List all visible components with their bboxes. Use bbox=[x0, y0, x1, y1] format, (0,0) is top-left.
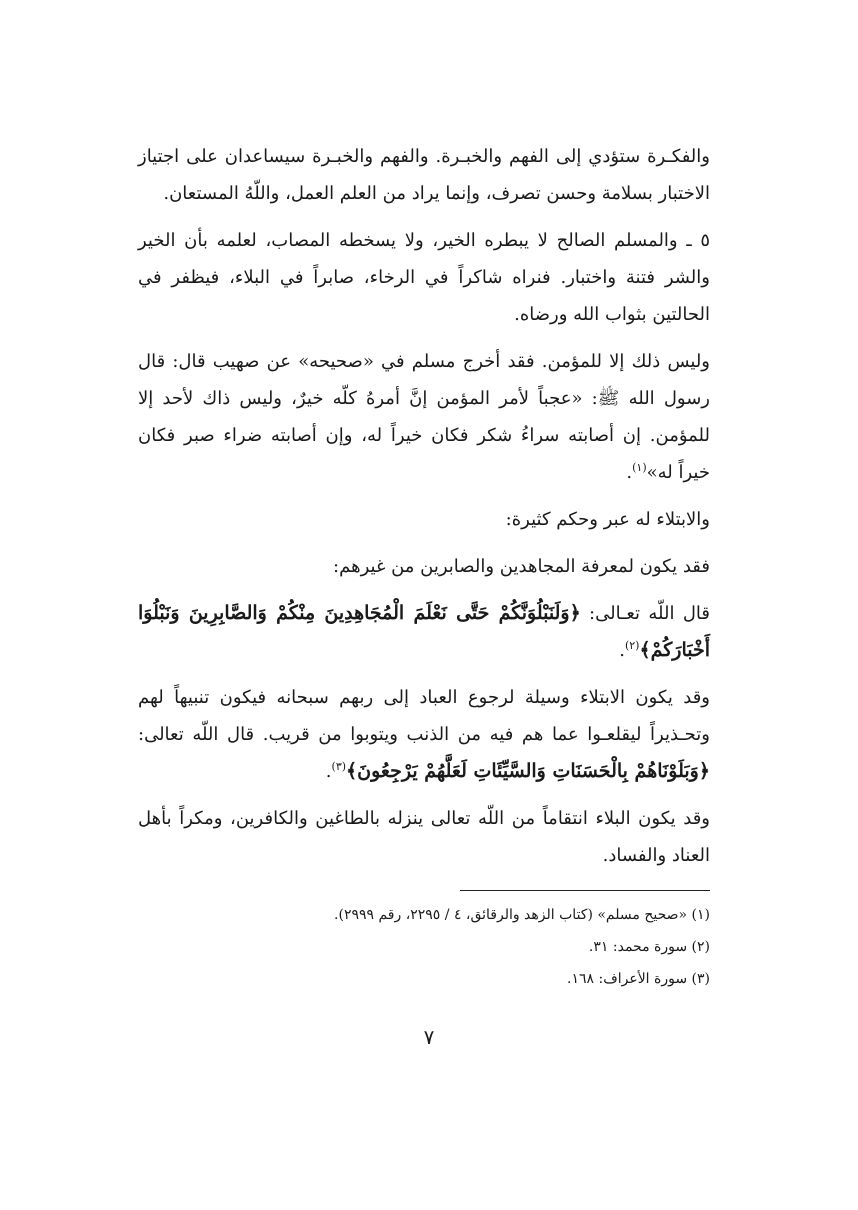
paragraph-7 bbox=[138, 679, 710, 790]
paragraph-5: فقد يكون لمعرفة المجاهدين والصابرين من غيرهم: bbox=[333, 556, 710, 577]
paragraph-3 bbox=[138, 343, 710, 491]
footnote-ref-3: (٣) bbox=[331, 760, 347, 773]
footnote-ref-2: (٢) bbox=[624, 639, 640, 652]
paragraph-7-text: وقد يكون الابتلاء وسيلة لرجوع العباد إلى ربهم سبحانه فيكون تنبيهاً لهم وتحـذيراً ليقلعـوا عما هم فيه من الذنب ويتوبوا من قريب. قال اللّه تعالى: bbox=[138, 687, 710, 745]
paragraph-6-end: . bbox=[619, 640, 625, 661]
paragraph-4: والابتلاء له عبر وحكم كثيرة: bbox=[505, 509, 710, 530]
footnotes bbox=[138, 899, 710, 995]
quran-verse-1: ﴿وَلَنَبْلُوَنَّكُمْ حَتَّى نَعْلَمَ الْمُجَاهِدِينَ مِنْكُمْ وَالصَّابِرِينَ وَنَبْلُوَا أَخْبَارَكُمْ﴾ bbox=[138, 602, 710, 661]
footnote-divider bbox=[460, 890, 710, 891]
quran-verse-2: ﴿وَبَلَوْنَاهُمْ بِالْحَسَنَاتِ وَالسَّيِّئَاتِ لَعَلَّهُمْ يَرْجِعُونَ﴾ bbox=[346, 760, 710, 782]
footnote-ref-1: (١) bbox=[632, 461, 647, 474]
footnote-2: (٢) سورة محمد: ٣١. bbox=[588, 939, 710, 955]
verse-intro: قال اللّه تعـالى: bbox=[580, 603, 711, 624]
paragraph-1: والفكـرة ستؤدي إلى الفهم والخبـرة. والفهم والخبـرة سيساعدان على اجتياز الاختبار بسلامة وحسن تصرف، وإنما يراد من العلم العمل، واللّهُ المستعان. bbox=[138, 146, 710, 204]
paragraph-8: وقد يكون البلاء انتقاماً من اللّه تعالى ينزله بالطاغين والكافرين، ومكراً بأهل العناد والفساد. bbox=[138, 808, 710, 866]
footnote-1: (١) «صحيح مسلم» (كتاب الزهد والرقائق، ٤ / ٢٢٩٥، رقم ٢٩٩٩). bbox=[334, 907, 710, 923]
paragraph-2: ٥ ـ والمسلم الصالح لا يبطره الخير، ولا يسخطه المصاب، لعلمه بأن الخير والشر فتنة واختبار. فنراه شاكراً في الرخاء، صابراً في البلاء، فيظفر في الحالتين بثواب الله ورضاه. bbox=[138, 230, 710, 325]
footnote-3: (٣) سورة الأعراف: ١٦٨. bbox=[567, 971, 710, 987]
paragraph-3-end: . bbox=[626, 462, 633, 483]
hadith-text: وليس ذلك إلا للمؤمن. فقد أخرج مسلم في «صحيحه» عن صهيب قال: قال رسول الله ﷺ: «عجباً لأمر المؤمن إنَّ أمرهُ كلّه خيرٌ، وليس ذاك لأحد إلا للمؤمن. إن أصابته سراءُ شكر فكان خيراً له، وإن أصابته ضراء صبر فكان خيراً له» bbox=[138, 351, 710, 483]
paragraph-7-end: . bbox=[325, 761, 332, 782]
paragraph-6 bbox=[138, 595, 710, 669]
page-number: ٧ bbox=[423, 1025, 435, 1049]
page-body bbox=[138, 138, 710, 995]
